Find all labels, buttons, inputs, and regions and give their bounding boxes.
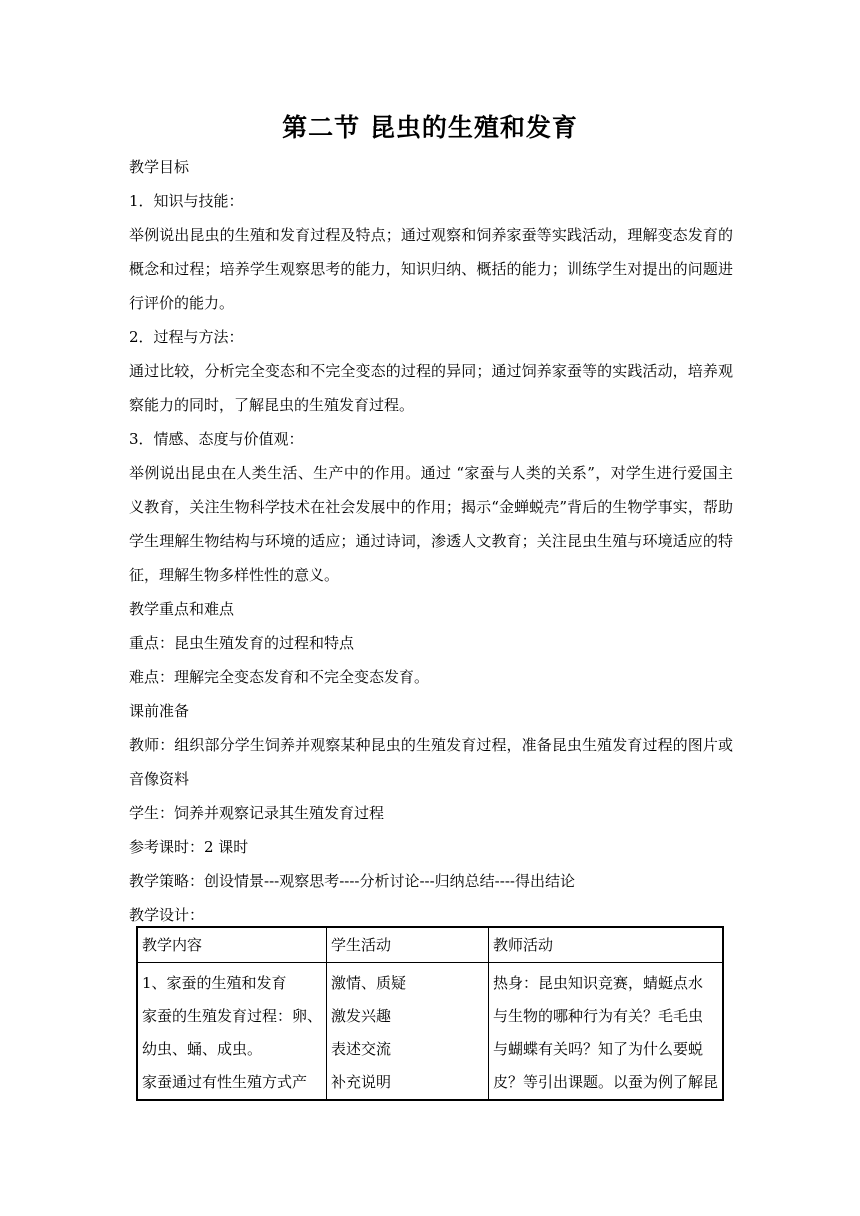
goal-1-text: 举例说出昆虫的生殖和发育过程及特点；通过观察和饲养家蚕等实践活动，理解变态发育的概念和过程；培养学生观察思考的能力，知识归纳、概括的能力；训练学生对提出的问题进行评价的能力。	[129, 226, 733, 312]
goal-3-heading: 3．情感、态度与价值观：	[129, 430, 304, 448]
goal-2-heading: 2．过程与方法：	[129, 328, 244, 346]
cell-line: 激发兴趣	[331, 1007, 392, 1025]
heading-preparation: 课前准备	[129, 702, 190, 720]
heading-key-points: 教学重点和难点	[129, 600, 235, 618]
header-teacher-activity: 教师活动	[488, 927, 723, 963]
heading-teaching-goals: 教学目标	[129, 158, 190, 176]
cell-line: 激情、质疑	[331, 974, 407, 992]
table-row	[137, 963, 723, 1101]
goal-1-heading: 1．知识与技能：	[129, 192, 244, 210]
teaching-design-table	[136, 926, 724, 1101]
cell-teacher-activity	[488, 963, 723, 1101]
cell-line: 热身：昆虫知识竞赛，蜻蜓点水	[492, 974, 703, 992]
goal-3-text: 举例说出昆虫在人类生活、生产中的作用。通过 “家蚕与人类的关系”，对学生进行爱国主义教育，关注生物科学技术在社会发展中的作用；揭示“金蝉蜕壳”背后的生物学事实，帮助学生理解生物结构与环境的适应；通过诗词，渗透人文教育；关注昆虫生殖与环境适应的特征，理解生物多样性性的意义。	[129, 464, 733, 584]
table-header-row	[137, 927, 723, 963]
cell-line: 家蚕通过有性生殖方式产	[142, 1073, 308, 1091]
goal-2-text: 通过比较，分析完全变态和不完全变态的过程的异同；通过饲养家蚕等的实践活动，培养观察能力的同时，了解昆虫的生殖发育过程。	[129, 362, 733, 414]
teaching-strategy: 教学策略：创设情景---观察思考----分析讨论---归纳总结----得出结论	[129, 872, 575, 890]
header-student-activity: 学生活动	[327, 927, 489, 963]
header-teaching-content: 教学内容	[137, 927, 327, 963]
cell-line: 幼虫、蛹、成虫。	[142, 1040, 263, 1058]
heading-teaching-design: 教学设计：	[129, 906, 205, 924]
cell-line: 与蝴蝶有关吗？知了为什么要蜕	[492, 1040, 703, 1058]
class-hours: 参考课时：2 课时	[129, 838, 249, 856]
difficult-point: 难点：理解完全变态发育和不完全变态发育。	[129, 668, 430, 686]
cell-line: 皮？等引出课题。以蚕为例了解昆	[492, 1073, 718, 1091]
document-body	[129, 150, 733, 932]
cell-line: 1、家蚕的生殖和发育	[142, 974, 287, 992]
cell-line: 家蚕的生殖发育过程：卵、	[142, 1007, 323, 1025]
cell-student-activity	[327, 963, 489, 1101]
cell-teaching-content	[137, 963, 327, 1101]
document-title: 第二节 昆虫的生殖和发育	[282, 113, 578, 142]
teacher-preparation: 教师：组织部分学生饲养并观察某种昆虫的生殖发育过程，准备昆虫生殖发育过程的图片或音像资料	[129, 736, 733, 788]
cell-line: 与生物的哪种行为有关？毛毛虫	[492, 1007, 703, 1025]
key-point: 重点：昆虫生殖发育的过程和特点	[129, 634, 355, 652]
cell-line: 补充说明	[331, 1073, 392, 1091]
student-preparation: 学生：饲养并观察记录其生殖发育过程	[129, 804, 385, 822]
cell-line: 表述交流	[331, 1040, 392, 1058]
